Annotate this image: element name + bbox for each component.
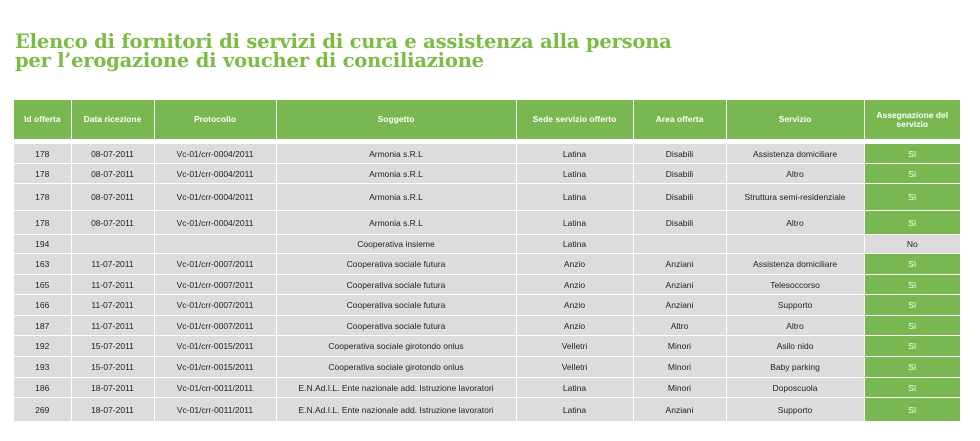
cell-data-ricezione: 11-07-2011	[71, 275, 154, 295]
cell-area: Minori	[633, 357, 726, 378]
cell-protocollo: Vc-01/crr-0004/2011	[154, 184, 276, 211]
cell-data-ricezione: 18-07-2011	[71, 378, 154, 398]
cell-assegnazione: Sì	[864, 378, 960, 398]
cell-protocollo: Vc-01/crr-0007/2011	[154, 295, 276, 316]
cell-soggetto: Cooperativa sociale futura	[276, 316, 516, 336]
cell-assegnazione: Sì	[864, 144, 960, 164]
cell-id-offerta: 193	[14, 357, 71, 378]
cell-assegnazione: Sì	[864, 211, 960, 235]
cell-soggetto: Cooperativa sociale girotondo onlus	[276, 357, 516, 378]
cell-assegnazione: Sì	[864, 275, 960, 295]
cell-sede: Latina	[516, 378, 633, 398]
cell-id-offerta: 187	[14, 316, 71, 336]
cell-area: Disabili	[633, 164, 726, 184]
cell-assegnazione: Sì	[864, 357, 960, 378]
column-header-area-offerta[interactable]: Area offerta	[633, 100, 726, 139]
cell-soggetto: E.N.Ad.I.L. Ente nazionale add. Istruzione lavoratori	[276, 378, 516, 398]
cell-servizio: Altro	[726, 316, 864, 336]
cell-servizio: Altro	[726, 211, 864, 235]
cell-sede: Anzio	[516, 316, 633, 336]
cell-sede: Anzio	[516, 275, 633, 295]
cell-id-offerta: 165	[14, 275, 71, 295]
cell-soggetto: Cooperativa sociale girotondo onlus	[276, 336, 516, 357]
cell-servizio: Supporto	[726, 398, 864, 422]
cell-id-offerta: 194	[14, 235, 71, 254]
page-title-line-2: per l’erogazione di voucher di conciliazione	[15, 49, 484, 72]
page-title	[15, 32, 672, 70]
cell-servizio: Struttura semi-residenziale	[726, 184, 864, 211]
suppliers-table	[14, 100, 960, 421]
cell-soggetto: Armonia s.R.L	[276, 211, 516, 235]
cell-assegnazione: Sì	[864, 164, 960, 184]
table-row[interactable]	[14, 275, 960, 295]
table-row[interactable]	[14, 254, 960, 275]
cell-assegnazione: Sì	[864, 316, 960, 336]
cell-sede: Latina	[516, 144, 633, 164]
cell-soggetto: Armonia s.R.L	[276, 144, 516, 164]
cell-data-ricezione: 08-07-2011	[71, 144, 154, 164]
column-header-soggetto[interactable]: Soggetto	[276, 100, 516, 139]
cell-id-offerta: 178	[14, 164, 71, 184]
cell-protocollo: Vc-01/crr-0007/2011	[154, 316, 276, 336]
cell-area	[633, 235, 726, 254]
cell-sede: Latina	[516, 398, 633, 422]
cell-data-ricezione: 11-07-2011	[71, 254, 154, 275]
column-header-assegnazione[interactable]: Assegnazione del servizio	[864, 100, 960, 139]
cell-area: Minori	[633, 336, 726, 357]
column-header-data-ricezione[interactable]: Data ricezione	[71, 100, 154, 139]
cell-sede: Anzio	[516, 295, 633, 316]
column-header-protocollo[interactable]: Protocollo	[154, 100, 276, 139]
cell-protocollo: Vc-01/crr-0007/2011	[154, 275, 276, 295]
cell-protocollo: Vc-01/crr-0011/2011	[154, 398, 276, 422]
cell-area: Anziani	[633, 398, 726, 422]
cell-data-ricezione: 15-07-2011	[71, 336, 154, 357]
cell-id-offerta: 186	[14, 378, 71, 398]
table-row[interactable]	[14, 235, 960, 254]
table-row[interactable]	[14, 357, 960, 378]
cell-area: Anziani	[633, 295, 726, 316]
table-row[interactable]	[14, 211, 960, 235]
cell-servizio: Asilo nido	[726, 336, 864, 357]
table-body	[14, 139, 960, 421]
column-header-sede-servizio[interactable]: Sede servizio offerto	[516, 100, 633, 139]
cell-protocollo: Vc-01/crr-0015/2011	[154, 336, 276, 357]
cell-servizio: Assistenza domiciliare	[726, 254, 864, 275]
cell-servizio: Baby parking	[726, 357, 864, 378]
cell-area: Altro	[633, 316, 726, 336]
cell-assegnazione: Sì	[864, 295, 960, 316]
table-row[interactable]	[14, 316, 960, 336]
cell-data-ricezione: 08-07-2011	[71, 184, 154, 211]
cell-area: Anziani	[633, 275, 726, 295]
table-header-row	[14, 100, 960, 139]
cell-area: Disabili	[633, 184, 726, 211]
cell-protocollo: Vc-01/crr-0011/2011	[154, 378, 276, 398]
cell-servizio	[726, 235, 864, 254]
table-row[interactable]	[14, 378, 960, 398]
cell-area: Anziani	[633, 254, 726, 275]
cell-data-ricezione: 08-07-2011	[71, 164, 154, 184]
column-header-servizio[interactable]: Servizio	[726, 100, 864, 139]
cell-soggetto: E.N.Ad.I.L. Ente nazionale add. Istruzione lavoratori	[276, 398, 516, 422]
cell-sede: Velletri	[516, 336, 633, 357]
cell-assegnazione: Sì	[864, 184, 960, 211]
cell-data-ricezione: 08-07-2011	[71, 211, 154, 235]
cell-id-offerta: 178	[14, 211, 71, 235]
cell-soggetto: Cooperativa sociale futura	[276, 295, 516, 316]
cell-protocollo: Vc-01/crr-0007/2011	[154, 254, 276, 275]
table-row[interactable]	[14, 144, 960, 164]
cell-data-ricezione	[71, 235, 154, 254]
cell-assegnazione: Sì	[864, 254, 960, 275]
cell-sede: Latina	[516, 235, 633, 254]
table-row[interactable]	[14, 398, 960, 422]
cell-id-offerta: 163	[14, 254, 71, 275]
table-row[interactable]	[14, 184, 960, 211]
cell-servizio: Telesoccorso	[726, 275, 864, 295]
cell-sede: Anzio	[516, 254, 633, 275]
cell-id-offerta: 269	[14, 398, 71, 422]
cell-data-ricezione: 15-07-2011	[71, 357, 154, 378]
cell-id-offerta: 166	[14, 295, 71, 316]
table-row[interactable]	[14, 164, 960, 184]
cell-protocollo	[154, 235, 276, 254]
cell-servizio: Altro	[726, 164, 864, 184]
cell-protocollo: Vc-01/crr-0015/2011	[154, 357, 276, 378]
cell-servizio: Assistenza domiciliare	[726, 144, 864, 164]
cell-protocollo: Vc-01/crr-0004/2011	[154, 211, 276, 235]
cell-area: Disabili	[633, 211, 726, 235]
cell-protocollo: Vc-01/crr-0004/2011	[154, 144, 276, 164]
cell-assegnazione: No	[864, 235, 960, 254]
cell-sede: Latina	[516, 211, 633, 235]
cell-soggetto: Armonia s.R.L	[276, 164, 516, 184]
cell-servizio: Supporto	[726, 295, 864, 316]
cell-sede: Latina	[516, 184, 633, 211]
cell-data-ricezione: 11-07-2011	[71, 316, 154, 336]
cell-data-ricezione: 11-07-2011	[71, 295, 154, 316]
cell-sede: Velletri	[516, 357, 633, 378]
cell-soggetto: Cooperativa sociale futura	[276, 254, 516, 275]
page-title-line-1: Elenco di fornitori di servizi di cura e assistenza alla persona	[15, 30, 672, 53]
cell-id-offerta: 192	[14, 336, 71, 357]
cell-soggetto: Armonia s.R.L	[276, 184, 516, 211]
cell-protocollo: Vc-01/crr-0004/2011	[154, 164, 276, 184]
cell-soggetto: Cooperativa insieme	[276, 235, 516, 254]
column-header-id-offerta[interactable]: Id offerta	[14, 100, 71, 139]
cell-assegnazione: Sì	[864, 336, 960, 357]
cell-id-offerta: 178	[14, 144, 71, 164]
cell-soggetto: Cooperativa sociale futura	[276, 275, 516, 295]
cell-area: Minori	[633, 378, 726, 398]
table-row[interactable]	[14, 336, 960, 357]
cell-sede: Latina	[516, 164, 633, 184]
cell-servizio: Doposcuola	[726, 378, 864, 398]
cell-assegnazione: Sì	[864, 398, 960, 422]
cell-area: Disabili	[633, 144, 726, 164]
cell-data-ricezione: 18-07-2011	[71, 398, 154, 422]
table-row[interactable]	[14, 295, 960, 316]
cell-id-offerta: 178	[14, 184, 71, 211]
